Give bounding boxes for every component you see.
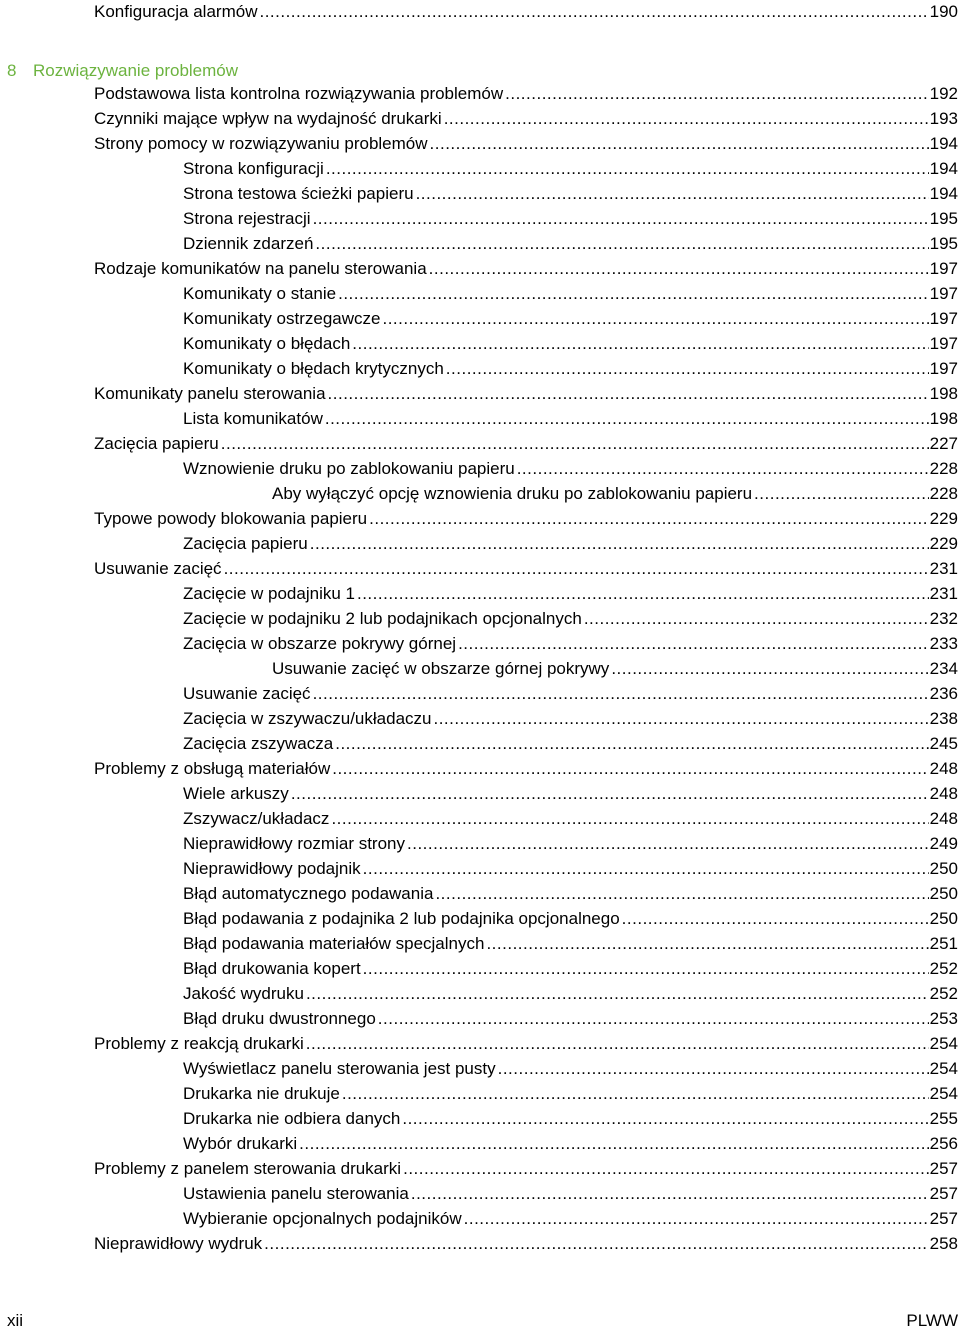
toc-entry[interactable] (183, 531, 958, 556)
toc-entry-title: Wznowienie druku po zablokowaniu papieru (183, 459, 515, 478)
toc-entry[interactable] (183, 931, 958, 956)
toc-entry[interactable] (183, 681, 958, 706)
toc-entry-page: 192 (929, 84, 958, 103)
toc-dot-leader (326, 156, 929, 181)
toc-entry-title: Komunikaty o błędach (183, 334, 351, 353)
toc-entry-title: Zacięcia papieru (94, 434, 219, 453)
toc-dot-leader (486, 931, 928, 956)
toc-entry[interactable] (183, 1131, 958, 1156)
toc-dot-leader (433, 706, 928, 731)
toc-dot-leader (754, 481, 929, 506)
toc-entry-title: Komunikaty o błędach krytycznych (183, 359, 444, 378)
toc-entry-page: 254 (929, 1084, 958, 1103)
toc-entry-title: Błąd druku dwustronnego (183, 1009, 376, 1028)
toc-entry[interactable] (94, 131, 958, 156)
toc-entry-title: Strona rejestracji (183, 209, 311, 228)
toc-entry-page: 194 (929, 134, 958, 153)
toc-dot-leader (264, 1231, 928, 1256)
toc-entry-page: 252 (929, 959, 958, 978)
toc-entry-page: 254 (929, 1034, 958, 1053)
toc-entry-page: 256 (929, 1134, 958, 1153)
toc-entry-title: Lista komunikatów (183, 409, 323, 428)
toc-entry-page: 233 (929, 634, 958, 653)
toc-entry-page: 250 (929, 859, 958, 878)
toc-entry-title: Ustawienia panelu sterowania (183, 1184, 409, 1203)
toc-entry[interactable] (183, 781, 958, 806)
toc-entry-title: Usuwanie zacięć (183, 684, 311, 703)
toc-entry-title: Strona testowa ścieżki papieru (183, 184, 414, 203)
toc-entry-title: Problemy z panelem sterowania drukarki (94, 1159, 402, 1178)
toc-entry[interactable] (94, 1031, 958, 1056)
toc-entry-page: 228 (929, 459, 958, 478)
toc-entry-page: 231 (929, 559, 958, 578)
toc-entry[interactable] (94, 0, 958, 24)
toc-entry[interactable] (94, 1156, 958, 1181)
toc-entry[interactable] (183, 706, 958, 731)
toc-entry[interactable] (183, 1181, 958, 1206)
toc-entry-title: Typowe powody blokowania papieru (94, 509, 368, 528)
toc-entry[interactable] (183, 981, 958, 1006)
toc-entry-page: 198 (929, 409, 958, 428)
toc-entry-page: 249 (929, 834, 958, 853)
toc-dot-leader (313, 206, 929, 231)
toc-dot-leader (221, 431, 929, 456)
toc-entry[interactable] (183, 281, 958, 306)
toc-entry-title: Komunikaty panelu sterowania (94, 384, 326, 403)
toc-entry-page: 248 (929, 809, 958, 828)
toc-dot-leader (352, 331, 928, 356)
toc-entry-page: 234 (929, 659, 958, 678)
toc-entry-title: Nieprawidłowy podajnik (183, 859, 361, 878)
toc-entry[interactable] (183, 1206, 958, 1231)
toc-entry[interactable] (94, 81, 958, 106)
toc-entry-page: 197 (929, 259, 958, 278)
toc-entry-title: Zacięcie w podajniku 2 lub podajnikach opcjonalnych (183, 609, 582, 628)
toc-entry[interactable] (183, 356, 958, 381)
toc-entry-title: Strona konfiguracji (183, 159, 324, 178)
toc-entry-title: Wybieranie opcjonalnych podajników (183, 1209, 462, 1228)
toc-dot-leader (325, 406, 929, 431)
toc-entry-page: 229 (929, 534, 958, 553)
toc-dot-leader (444, 106, 929, 131)
toc-entry[interactable] (183, 606, 958, 631)
toc-entry-page: 197 (929, 284, 958, 303)
toc-entry-title: Podstawowa lista kontrolna rozwiązywania problemów (94, 84, 504, 103)
toc-entry[interactable] (94, 506, 958, 531)
toc-entry-title: Nieprawidłowy rozmiar strony (183, 834, 406, 853)
footer-label: PLWW (906, 1311, 958, 1330)
toc-entry[interactable] (183, 1081, 958, 1106)
toc-entry-title: Błąd podawania materiałów specjalnych (183, 934, 485, 953)
toc-entry[interactable] (183, 331, 958, 356)
footer-page-number: xii (7, 1311, 24, 1330)
toc-entry-title: Nieprawidłowy wydruk (94, 1234, 263, 1253)
toc-entry[interactable] (183, 156, 958, 181)
toc-entry-title: Zszywacz/układacz (183, 809, 330, 828)
toc-dot-leader (310, 531, 929, 556)
toc-entry-title: Usuwanie zacięć (94, 559, 222, 578)
toc-entry-page: 257 (929, 1184, 958, 1203)
toc-entry-page: 197 (929, 309, 958, 328)
toc-entry-page: 197 (929, 359, 958, 378)
toc-entry-title: Wiele arkuszy (183, 784, 289, 803)
toc-entry[interactable] (272, 481, 958, 506)
toc-entry[interactable] (183, 406, 958, 431)
toc-entry[interactable] (183, 581, 958, 606)
toc-entry[interactable] (94, 106, 958, 131)
toc-entry[interactable] (94, 256, 958, 281)
toc-entry[interactable] (94, 556, 958, 581)
toc-entry-title: Błąd drukowania kopert (183, 959, 361, 978)
toc-entry-title: Jakość wydruku (183, 984, 304, 1003)
toc-entry-title: Problemy z obsługą materiałów (94, 759, 331, 778)
toc-entry-title: Konfiguracja alarmów (94, 2, 258, 21)
toc-entry[interactable] (183, 1106, 958, 1131)
toc-entry[interactable] (183, 181, 958, 206)
toc-dot-leader (402, 1106, 928, 1131)
toc-entry-page: 245 (929, 734, 958, 753)
chapter-number: 8 (7, 61, 17, 80)
toc-entry[interactable] (94, 1231, 958, 1256)
toc-dot-leader (331, 806, 928, 831)
toc-entry-page: 238 (929, 709, 958, 728)
toc-entry-page: 194 (929, 184, 958, 203)
toc-entry-page: 255 (929, 1109, 958, 1128)
toc-dot-leader (259, 0, 928, 24)
toc-entry-page: 257 (929, 1159, 958, 1178)
chapter-title: Rozwiązywanie problemów (33, 61, 239, 80)
toc-dot-leader (403, 1156, 929, 1181)
toc-entry-page: 253 (929, 1009, 958, 1028)
toc-entry[interactable] (183, 731, 958, 756)
toc-dot-leader (517, 456, 929, 481)
toc-dot-leader (291, 781, 929, 806)
toc-entry[interactable] (183, 306, 958, 331)
toc-entry-title: Zacięcia papieru (183, 534, 308, 553)
toc-entry-page: 251 (929, 934, 958, 953)
toc-entry-page: 248 (929, 784, 958, 803)
toc-entry-page: 193 (929, 109, 958, 128)
toc-entry-title: Komunikaty o stanie (183, 284, 337, 303)
chapter-heading (7, 58, 238, 83)
toc-entry-page: 195 (929, 209, 958, 228)
toc-dot-leader (429, 256, 929, 281)
toc-entry-title: Rodzaje komunikatów na panelu sterowania (94, 259, 427, 278)
toc-dot-leader (407, 831, 929, 856)
toc-dot-leader (328, 381, 929, 406)
toc-entry-page: 198 (929, 384, 958, 403)
toc-entry[interactable] (183, 881, 958, 906)
toc-entry-title: Zacięcia w obszarze pokrywy górnej (183, 634, 457, 653)
toc-entry-page: 258 (929, 1234, 958, 1253)
toc-entry[interactable] (183, 456, 958, 481)
toc-dot-leader (378, 1006, 929, 1031)
toc-entry-title: Strony pomocy w rozwiązywaniu problemów (94, 134, 428, 153)
toc-entry-page: 228 (929, 484, 958, 503)
toc-dot-leader (622, 906, 929, 931)
toc-entry-title: Komunikaty ostrzegawcze (183, 309, 381, 328)
toc-entry[interactable] (183, 631, 958, 656)
toc-entry-page: 250 (929, 909, 958, 928)
toc-dot-leader (357, 581, 929, 606)
toc-entry-page: 250 (929, 884, 958, 903)
toc-dot-leader (306, 981, 929, 1006)
toc-entry[interactable] (183, 956, 958, 981)
toc-entry-title: Wyświetlacz panelu sterowania jest pusty (183, 1059, 496, 1078)
toc-entry[interactable] (272, 656, 958, 681)
toc-dot-leader (584, 606, 929, 631)
toc-dot-leader (498, 1056, 929, 1081)
toc-entry[interactable] (183, 906, 958, 931)
toc-dot-leader (430, 131, 929, 156)
toc-entry[interactable] (183, 806, 958, 831)
toc-dot-leader (435, 881, 928, 906)
toc-dot-leader (411, 1181, 929, 1206)
toc-dot-leader (224, 556, 929, 581)
toc-dot-leader (313, 681, 929, 706)
toc-entry-title: Zacięcie w podajniku 1 (183, 584, 355, 603)
toc-entry[interactable] (183, 831, 958, 856)
toc-dot-leader (332, 756, 928, 781)
toc-entry-title: Dziennik zdarzeń (183, 234, 314, 253)
toc-entry[interactable] (183, 231, 958, 256)
toc-dot-leader (306, 1031, 929, 1056)
toc-entry-page: 252 (929, 984, 958, 1003)
toc-entry-title: Wybór drukarki (183, 1134, 298, 1153)
toc-entry-title: Błąd automatycznego podawania (183, 884, 434, 903)
toc-dot-leader (363, 956, 929, 981)
toc-entry-page: 229 (929, 509, 958, 528)
toc-entry-page: 257 (929, 1209, 958, 1228)
toc-entry-page: 194 (929, 159, 958, 178)
toc-entry-title: Drukarka nie drukuje (183, 1084, 340, 1103)
toc-entry[interactable] (183, 1006, 958, 1031)
toc-entry-page: 254 (929, 1059, 958, 1078)
toc-dot-leader (505, 81, 928, 106)
toc-dot-leader (458, 631, 929, 656)
toc-entry[interactable] (183, 1056, 958, 1081)
toc-entry-page: 195 (929, 234, 958, 253)
toc-entry-page: 232 (929, 609, 958, 628)
toc-dot-leader (446, 356, 929, 381)
toc-entry-page: 248 (929, 759, 958, 778)
toc-entry-title: Zacięcia zszywacza (183, 734, 334, 753)
toc-entry-page: 197 (929, 334, 958, 353)
toc-entry[interactable] (94, 756, 958, 781)
toc-entry-title: Usuwanie zacięć w obszarze górnej pokrywy (272, 659, 610, 678)
toc-dot-leader (416, 181, 929, 206)
toc-dot-leader (611, 656, 928, 681)
toc-dot-leader (299, 1131, 928, 1156)
toc-entry-page: 236 (929, 684, 958, 703)
toc-entry-title: Zacięcia w zszywaczu/układaczu (183, 709, 432, 728)
toc-entry[interactable] (94, 381, 958, 406)
toc-entry[interactable] (183, 206, 958, 231)
toc-dot-leader (382, 306, 928, 331)
toc-dot-leader (315, 231, 928, 256)
toc-entry[interactable] (183, 856, 958, 881)
toc-dot-leader (342, 1081, 929, 1106)
toc-entry-title: Problemy z reakcją drukarki (94, 1034, 304, 1053)
toc-entry-title: Czynniki mające wpływ na wydajność drukarki (94, 109, 442, 128)
toc-entry-page: 227 (929, 434, 958, 453)
toc-entry[interactable] (94, 431, 958, 456)
toc-dot-leader (335, 731, 928, 756)
toc-dot-leader (369, 506, 929, 531)
toc-entry-title: Drukarka nie odbiera danych (183, 1109, 401, 1128)
toc-dot-leader (363, 856, 929, 881)
toc-entry-page: 190 (929, 2, 958, 21)
toc-entry-page: 231 (929, 584, 958, 603)
toc-dot-leader (464, 1206, 929, 1231)
toc-dot-leader (338, 281, 929, 306)
toc-entry-title: Aby wyłączyć opcję wznowienia druku po zablokowaniu papieru (272, 484, 753, 503)
toc-entry-title: Błąd podawania z podajnika 2 lub podajnika opcjonalnego (183, 909, 620, 928)
